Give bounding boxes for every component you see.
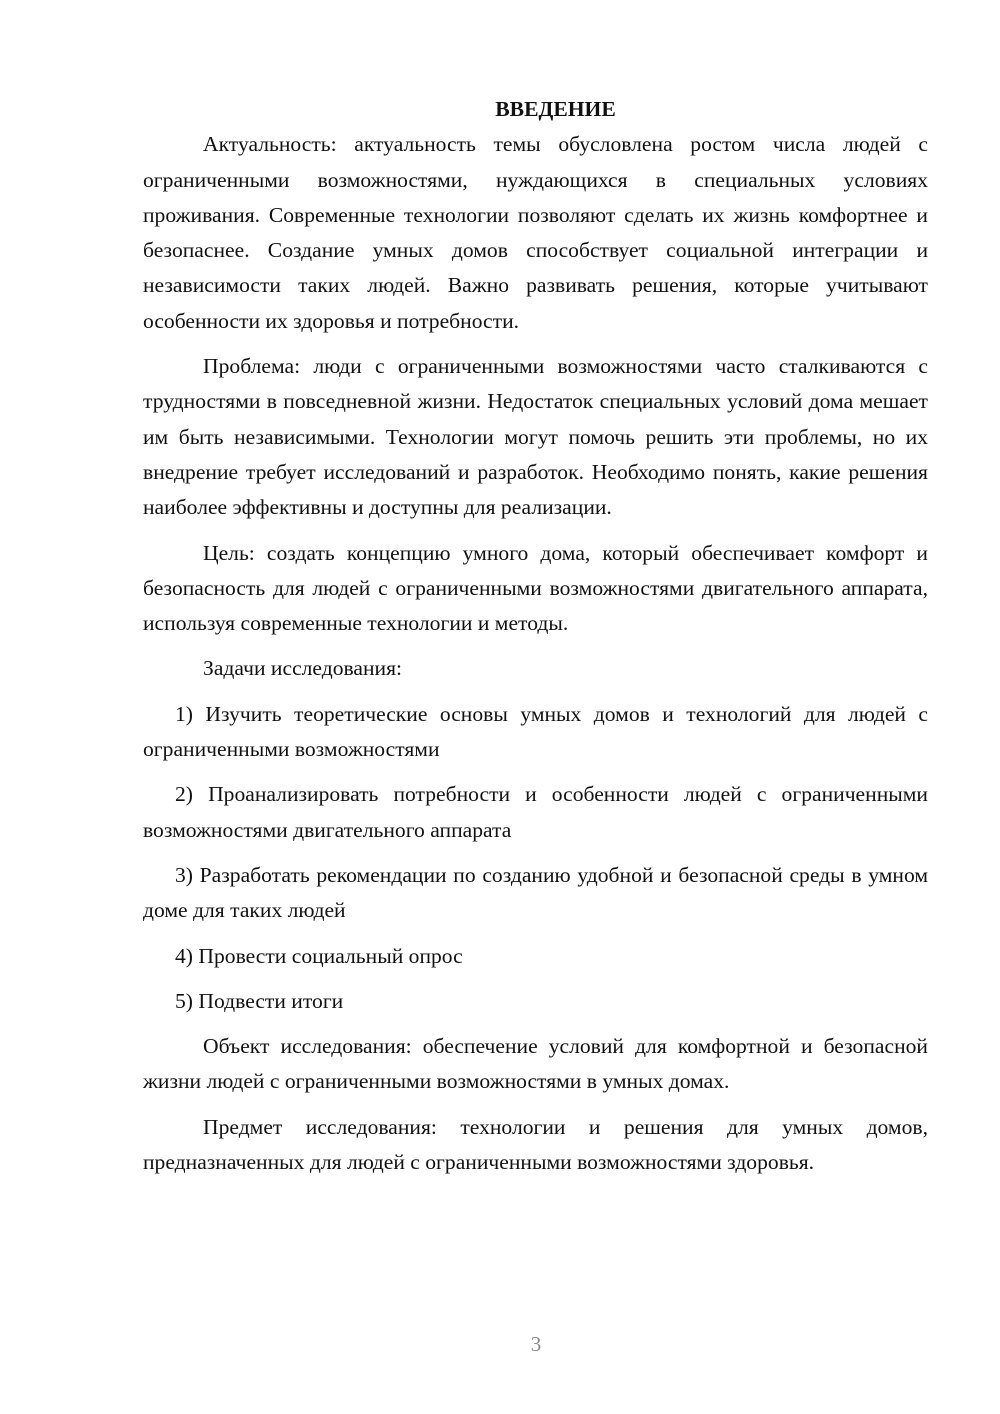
document-body (143, 92, 928, 1180)
relevance-paragraph: Актуальность: актуальность темы обусловлена ростом числа людей с ограниченными возможностями, нуждающихся в специальных условиях проживания. Современные технологии позволяют сделать их жизнь комфортнее и безопаснее. Создание умных домов способствует социальной интеграции и независимости таких людей. Важно развивать решения, которые учитывают особенности их здоровья и потребности. (143, 132, 928, 333)
task-item: 5) Подвести итоги (175, 988, 344, 1013)
task-item: 2) Проанализировать потребности и особенности людей с ограниченными возможностями двигательного аппарата (143, 782, 928, 842)
research-subject-paragraph: Предмет исследования: технологии и решения для умных домов, предназначенных для людей с ограниченными возможностями здоровья. (143, 1114, 928, 1175)
task-item: 3) Разработать рекомендации по созданию удобной и безопасной среды в умном доме для таких людей (143, 862, 928, 923)
tasks-heading: Задачи исследования: (203, 656, 403, 681)
page-title: ВВЕДЕНИЕ (495, 97, 616, 121)
page-number: 3 (530, 1332, 542, 1356)
task-item: 1) Изучить теоретические основы умных домов и технологий для людей с ограниченными возможностями (143, 701, 928, 762)
problem-paragraph: Проблема: люди с ограниченными возможностями часто сталкиваются с трудностями в повседневной жизни. Недостаток специальных условий дома мешает им быть независимыми. Технологии могут помочь решить эти проблемы, но их внедрение требует исследований и разработок. Необходимо понять, какие решения наиболее эффективны и доступны для реализации. (143, 354, 928, 520)
task-item: 4) Провести социальный опрос (175, 943, 463, 968)
goal-paragraph: Цель: создать концепцию умного дома, который обеспечивает комфорт и безопасность для людей с ограниченными возможностями двигательного аппарата, используя современные технологии и методы. (143, 540, 928, 636)
research-object-paragraph: Объект исследования: обеспечение условий для комфортной и безопасной жизни людей с ограниченными возможностями в умных домах. (143, 1034, 928, 1094)
